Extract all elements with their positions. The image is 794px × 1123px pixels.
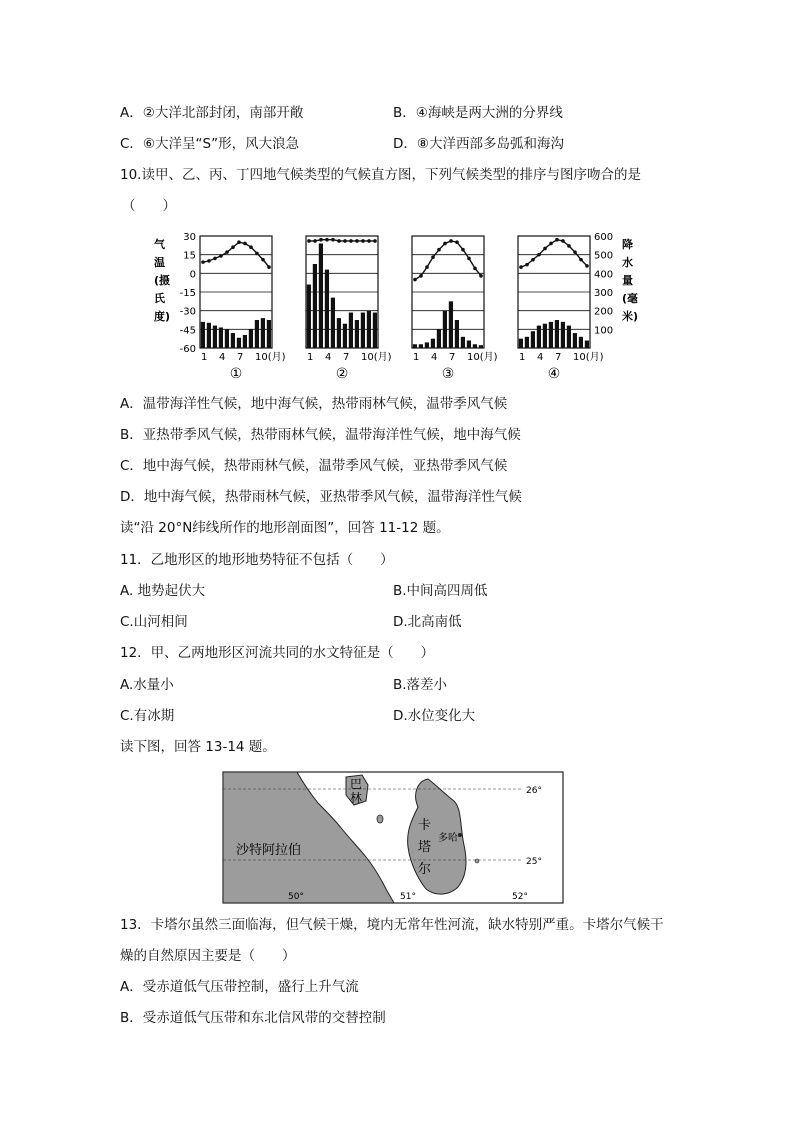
- right-axis-title-char: 米): [622, 310, 639, 323]
- label-qatar-3: 尔: [418, 862, 432, 877]
- label-lon-50: 50°: [288, 892, 304, 902]
- precipitation-bar: [413, 344, 417, 348]
- left-axis-tick-label: -60: [179, 344, 196, 355]
- chart-number-label: ④: [547, 366, 561, 382]
- left-axis: [154, 232, 196, 355]
- x-axis-tick-label: 1: [307, 352, 314, 363]
- x-axis-tick-label: 1: [519, 352, 526, 363]
- precipitation-bar: [549, 322, 553, 348]
- temperature-point: [343, 239, 347, 243]
- precipitation-bar: [343, 324, 347, 348]
- q11-option-d: D.北高南低: [393, 614, 462, 630]
- left-axis-title-char: (摄: [154, 274, 171, 287]
- q13-stem-line1: 13．卡塔尔虽然三面临海，但气候干燥，境内无常年性河流，缺水特别严重。卡塔尔气候干: [120, 917, 664, 933]
- chart-number-label: ②: [335, 366, 349, 382]
- precipitation-bar: [219, 327, 223, 348]
- temperature-point: [355, 239, 359, 243]
- right-axis-title-char: 降: [622, 238, 633, 251]
- precipitation-bar: [585, 341, 589, 348]
- temperature-point: [207, 259, 211, 263]
- chart-panels: [200, 236, 604, 382]
- temperature-point: [307, 239, 311, 243]
- q10-paren: （ ）: [122, 198, 176, 214]
- q10-stem: 10.读甲、乙、丙、丁四地气候类型的气候直方图，下列气候类型的排序与图序吻合的是: [120, 167, 641, 183]
- q10-option-b: B．亚热带季风气候，热带雨林气候，温带海洋性气候，地中海气候: [120, 427, 521, 443]
- q12-option-b: B.落差小: [393, 677, 448, 693]
- precipitation-bar: [319, 243, 323, 348]
- q10-option-d: D．地中海气候，热带雨林气候，亚热带季风气候，温带海洋性气候: [120, 489, 522, 505]
- label-qatar-1: 卡: [418, 818, 432, 833]
- right-axis-tick-label: 200: [594, 306, 614, 318]
- temperature-point: [361, 239, 365, 243]
- precipitation-bar: [543, 324, 547, 348]
- right-axis-title-char: 量: [622, 274, 633, 287]
- temperature-point: [331, 238, 335, 242]
- q9-option-c: C．⑥大洋呈“S”形，风大浪急: [120, 136, 300, 152]
- temperature-point: [461, 248, 465, 252]
- x-axis-tick-label: 7: [449, 352, 456, 363]
- label-doha: 多哈: [438, 833, 458, 844]
- precipitation-bar: [479, 345, 483, 348]
- q10-option-a: A．温带海洋性气候，地中海气候，热带雨林气候，温带季风气候: [120, 396, 508, 412]
- temperature-point: [549, 242, 553, 246]
- precipitation-bar: [425, 342, 429, 348]
- x-axis-tick-label: 4: [325, 352, 332, 363]
- precipitation-bar: [455, 320, 459, 348]
- temperature-point: [425, 265, 429, 269]
- temperature-point: [419, 274, 423, 278]
- right-axis-tick-label: 500: [594, 250, 614, 262]
- temperature-point: [431, 255, 435, 259]
- climate-chart-2: [306, 236, 392, 382]
- precipitation-bar: [579, 337, 583, 348]
- climate-chart-4: [518, 236, 604, 382]
- temperature-point: [479, 274, 483, 278]
- label-lat-26: 26°: [526, 786, 542, 796]
- x-axis-tick-label: 10(月): [361, 352, 392, 363]
- precipitation-bar: [431, 339, 435, 348]
- precipitation-bar: [567, 326, 571, 348]
- label-qatar-2: 塔: [418, 840, 432, 855]
- precipitation-bar: [531, 331, 535, 348]
- temperature-point: [219, 254, 223, 258]
- temperature-point: [243, 242, 247, 246]
- label-bahrain-2: 林: [350, 791, 363, 805]
- left-axis-title-char: 温: [154, 256, 165, 269]
- left-axis-title-char: 氏: [154, 292, 165, 305]
- temperature-point: [525, 263, 529, 267]
- q13-stem-line2: 燥的自然原因主要是（ ）: [120, 948, 296, 964]
- right-axis-tick-label: 400: [594, 269, 614, 281]
- x-axis-tick-label: 4: [537, 352, 544, 363]
- precipitation-bar: [467, 341, 471, 348]
- temperature-point: [531, 258, 535, 262]
- chart-number-label: ③: [441, 366, 455, 382]
- x-axis-tick-label: 4: [219, 352, 226, 363]
- left-axis-title-char: 气: [154, 238, 165, 251]
- precipitation-bar: [213, 326, 217, 348]
- temperature-point: [213, 257, 217, 261]
- q9-option-a: A．②大洋北部封闭，南部开敞: [120, 105, 304, 121]
- right-axis-tick-label: 300: [594, 288, 614, 299]
- temperature-point: [261, 258, 265, 262]
- label-lon-51: 51°: [400, 892, 416, 902]
- precipitation-bar: [367, 311, 371, 348]
- q9-option-d: D．⑧大洋西部多岛弧和海沟: [393, 136, 564, 152]
- temperature-point: [579, 258, 583, 262]
- label-lat-25: 25°: [526, 857, 542, 867]
- temperature-point: [567, 244, 571, 248]
- precipitation-bar: [443, 311, 447, 348]
- precipitation-bar: [237, 338, 241, 348]
- temperature-point: [349, 239, 353, 243]
- label-bahrain-1: 巴: [350, 777, 363, 791]
- temperature-point: [373, 239, 377, 243]
- temperature-point: [473, 267, 477, 271]
- left-axis-tick-label: -15: [179, 288, 196, 299]
- precipitation-bar: [267, 320, 271, 348]
- intro-11-12: 读“沿 20°N纬线所作的地形剖面图”，回答 11-12 题。: [120, 520, 450, 536]
- precipitation-bar: [255, 320, 259, 348]
- temperature-point: [231, 245, 235, 249]
- temperature-point: [543, 247, 547, 251]
- precipitation-bar: [331, 298, 335, 348]
- precipitation-bar: [307, 285, 311, 348]
- label-lon-52: 52°: [512, 892, 528, 902]
- x-axis-tick-label: 1: [201, 352, 208, 363]
- x-axis-tick-label: 10(月): [255, 352, 286, 363]
- x-axis-tick-label: 7: [555, 352, 562, 363]
- precipitation-bar: [373, 313, 377, 348]
- precipitation-bar: [225, 329, 229, 348]
- x-axis-tick-label: 10(月): [573, 352, 604, 363]
- precipitation-bar: [419, 344, 423, 348]
- precipitation-bar: [261, 318, 265, 348]
- precipitation-bar: [355, 320, 359, 348]
- precipitation-bar: [361, 313, 365, 348]
- q11-option-a: A. 地势起伏大: [120, 583, 206, 599]
- temperature-point: [537, 253, 541, 257]
- q10-option-c: C．地中海气候，热带雨林气候，温带季风气候，亚热带季风气候: [120, 458, 508, 474]
- right-axis-tick-label: 600: [594, 232, 614, 243]
- precipitation-bar: [201, 322, 205, 348]
- intro-13-14: 读下图，回答 13-14 题。: [120, 739, 276, 755]
- precipitation-bar: [555, 320, 559, 348]
- temperature-point: [225, 250, 229, 254]
- q9-option-b: B．④海峡是两大洲的分界线: [393, 105, 563, 121]
- temperature-point: [449, 239, 453, 243]
- precipitation-bar: [337, 318, 341, 348]
- temperature-point: [237, 240, 241, 244]
- label-saudi-arabia: 沙特阿拉伯: [236, 843, 302, 858]
- precipitation-bar: [461, 337, 465, 348]
- precipitation-bar: [473, 344, 477, 348]
- x-axis-tick-label: 10(月): [467, 352, 498, 363]
- precipitation-bar: [243, 335, 247, 348]
- temperature-point: [255, 252, 259, 256]
- q12-stem: 12．甲、乙两地形区河流共同的水文特征是（ ）: [120, 645, 435, 661]
- x-axis-tick-label: 7: [237, 352, 244, 363]
- chart-number-label: ①: [229, 366, 243, 382]
- precipitation-bar: [313, 264, 317, 348]
- q12-option-d: D.水位变化大: [393, 708, 476, 724]
- precipitation-bar: [349, 313, 353, 348]
- q13-option-b: B．受赤道低气压带和东北信风带的交替控制: [120, 1010, 386, 1026]
- temperature-point: [585, 264, 589, 268]
- q11-stem: 11．乙地形区的地形地势特征不包括（ ）: [120, 552, 394, 568]
- small-island: [475, 859, 479, 863]
- temperature-point: [455, 240, 459, 244]
- precipitation-bar: [437, 329, 441, 348]
- precipitation-bar: [231, 333, 235, 348]
- temperature-point: [561, 239, 565, 243]
- temperature-point: [437, 248, 441, 252]
- right-axis-tick-label: 100: [594, 325, 614, 337]
- precipitation-bar: [449, 301, 453, 348]
- left-axis-tick-label: 15: [183, 250, 196, 262]
- x-axis-tick-label: 1: [413, 352, 420, 363]
- temperature-point: [249, 245, 253, 249]
- precipitation-bar: [525, 337, 529, 348]
- left-axis-tick-label: -45: [179, 325, 196, 337]
- left-axis-title-char: 度): [154, 310, 171, 323]
- climate-chart-1: [200, 236, 286, 382]
- precipitation-bar: [573, 333, 577, 348]
- precipitation-bar: [537, 326, 541, 348]
- climate-charts: [150, 228, 640, 388]
- temperature-point: [367, 239, 371, 243]
- x-axis-tick-label: 7: [343, 352, 350, 363]
- temperature-point: [467, 257, 471, 261]
- left-axis-tick-label: 30: [183, 232, 196, 243]
- temperature-point: [201, 260, 205, 264]
- q12-option-c: C.有冰期: [120, 708, 175, 724]
- right-axis-title-char: 水: [622, 256, 633, 269]
- temperature-point: [443, 242, 447, 246]
- small-island: [377, 815, 383, 823]
- q11-option-c: C.山河相间: [120, 614, 188, 630]
- temperature-point: [313, 239, 317, 243]
- q12-option-a: A.水量小: [120, 677, 174, 693]
- x-axis-tick-label: 4: [431, 352, 438, 363]
- right-axis-title-char: (毫: [622, 292, 639, 305]
- temperature-point: [319, 238, 323, 242]
- temperature-point: [337, 239, 341, 243]
- temperature-point: [413, 278, 417, 282]
- temperature-point: [519, 265, 523, 269]
- climate-chart-3: [412, 236, 498, 382]
- q11-option-b: B.中间高四周低: [393, 583, 488, 599]
- precipitation-bar: [249, 329, 253, 348]
- precipitation-bar: [519, 339, 523, 348]
- precipitation-bar: [325, 270, 329, 348]
- precipitation-bar: [207, 323, 211, 348]
- qatar-map: [222, 771, 564, 904]
- q13-option-a: A．受赤道低气压带控制，盛行上升气流: [120, 979, 359, 995]
- doha-city-marker: [458, 833, 462, 837]
- temperature-point: [325, 238, 329, 242]
- right-axis: [594, 232, 638, 336]
- precipitation-bar: [561, 322, 565, 348]
- temperature-point: [267, 265, 271, 269]
- temperature-point: [555, 238, 559, 242]
- temperature-point: [573, 250, 577, 254]
- left-axis-tick-label: 0: [189, 269, 196, 281]
- left-axis-tick-label: -30: [179, 306, 196, 318]
